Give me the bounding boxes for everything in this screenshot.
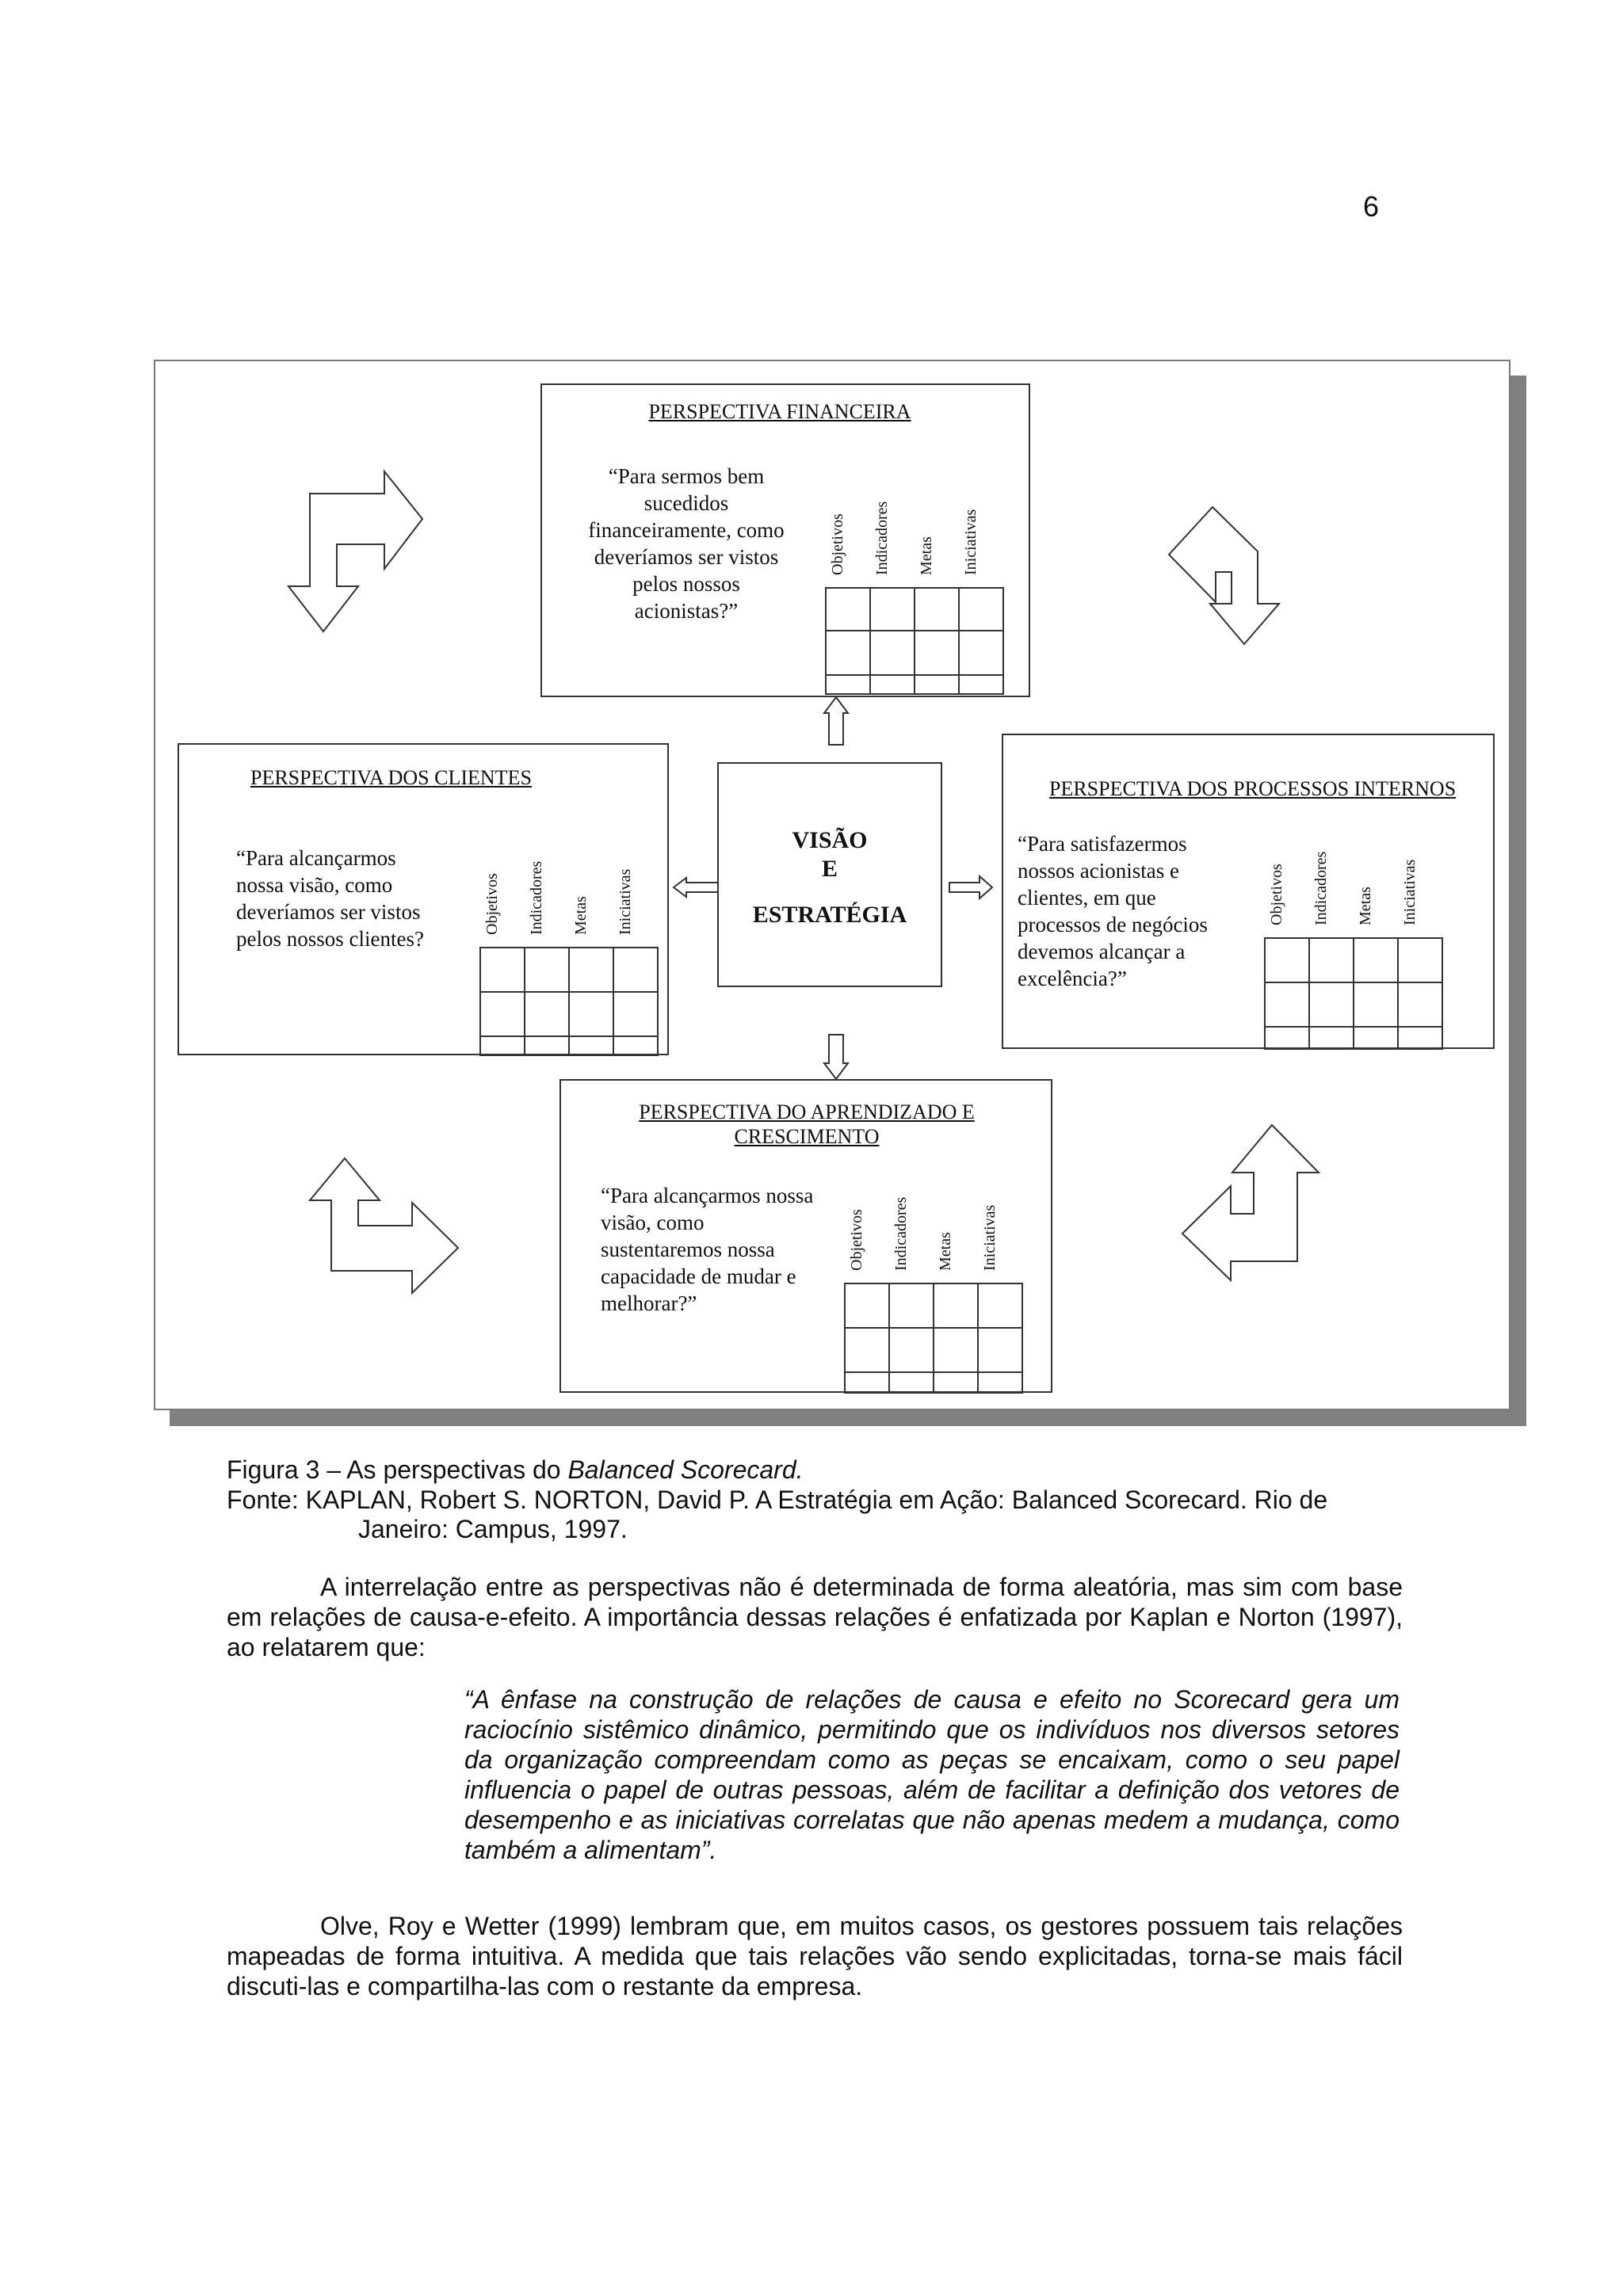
grid-header-metas: Metas [572, 896, 590, 935]
perspective-title: PERSPECTIVA FINANCEIRA [648, 400, 911, 423]
bent-arrow-top-left [288, 471, 422, 631]
block-quote: “A ênfase na construção de relações de causa e efeito no Scorecard gera um raciocínio sistêmico dinâmico, permitindo que os indivíduos nos diversos setores da organização compreendam como as peças se encaixam, como o seu papel influencia o papel de outras pessoas, além de facilitar a definição dos vetores de desempenho e as iniciativas correlatas que não apenas medem a mudança, como também a alimentam”. [464, 1685, 1400, 1864]
perspective-financeira [540, 383, 1030, 697]
perspective-question: “Para alcançarmos nossa visão, como deveríamos ser vistos pelos nossos clientes? [236, 846, 424, 951]
paragraph-1: A interrelação entre as perspectivas não é determinada de forma aleatória, mas sim com base em relações de causa-e-efeito. A importância dessas relações é enfatizada por Kaplan e Norton (1997), ao relatarem que: [227, 1573, 1403, 1661]
grid-header-metas: Metas [1357, 887, 1374, 925]
paragraph-2: Olve, Roy e Wetter (1999) lembram que, em muitos casos, os gestores possuem tais relações mapeadas de forma intuitiva. A medida que tais relações vão sendo explicitadas, torna-se mais fácil discuti-las e compartilha-las com o restante da empresa. [227, 1912, 1403, 2000]
grid-header-metas: Metas [918, 536, 935, 575]
caption-source-line-2: Janeiro: Campus, 1997. [358, 1515, 628, 1543]
center-line-2: E [821, 856, 838, 882]
caption-figure-title: Balanced Scorecard. [567, 1455, 804, 1484]
grid-header-objetivos: Objetivos [1268, 864, 1285, 925]
perspective-clientes [178, 743, 669, 1055]
figure-caption [227, 1455, 1463, 1515]
perspective-question: “Para alcançarmos nossa visão, como sustentaremos nossa capacidade de mudar e melhorar?” [601, 1184, 814, 1315]
grid-header-iniciativas: Iniciativas [1401, 859, 1419, 925]
grid-header-objetivos: Objetivos [483, 873, 501, 935]
measure-grid [824, 586, 1006, 697]
perspective-processos [1002, 734, 1495, 1049]
grid-header-objetivos: Objetivos [829, 513, 846, 575]
connector-arrow-down [824, 1035, 848, 1079]
perspective-title: PERSPECTIVA DOS PROCESSOS INTERNOS [1049, 777, 1457, 800]
center-line-1: VISÃO [792, 827, 868, 853]
connector-arrow-left [674, 878, 718, 897]
page-number: 6 [1363, 190, 1380, 223]
perspective-question: “Para satisfazermos nossos acionistas e clientes, em que processos de negócios devemos alcançar a excelência?” [1018, 832, 1208, 990]
grid-header-metas: Metas [937, 1232, 954, 1271]
bent-arrow-bottom-right [1182, 1125, 1319, 1280]
grid-header-objetivos: Objetivos [848, 1209, 865, 1271]
grid-header-iniciativas: Iniciativas [617, 868, 634, 935]
perspective-title: PERSPECTIVA DOS CLIENTES [250, 766, 532, 789]
grid-header-iniciativas: Iniciativas [962, 509, 980, 575]
caption-figure-label: Figura 3 – As perspectivas do [227, 1455, 568, 1484]
bent-arrow-bottom-left [310, 1158, 458, 1293]
caption-figure-line [227, 1455, 1463, 1485]
grid-header-indicadores: Indicadores [892, 1196, 910, 1271]
perspective-aprendizado [559, 1079, 1052, 1393]
center-line-3: ESTRATÉGIA [752, 902, 907, 928]
grid-header-indicadores: Indicadores [528, 860, 545, 935]
caption-source-line: Fonte: KAPLAN, Robert S. NORTON, David P. A Estratégia em Ação: Balanced Scorecard. Rio de [227, 1486, 1328, 1514]
perspective-title: PERSPECTIVA DO APRENDIZADO E CRESCIMENTO [639, 1100, 975, 1148]
perspective-question: “Para sermos bem sucedidos financeiramente, como deveríamos ser vistos pelos nossos acionistas?” [588, 464, 785, 623]
grid-header-iniciativas: Iniciativas [981, 1204, 999, 1271]
measure-grid [1263, 936, 1445, 1051]
grid-header-indicadores: Indicadores [1312, 851, 1330, 925]
bent-arrow-top-right [1169, 507, 1279, 644]
grid-header-indicadores: Indicadores [873, 501, 891, 575]
measure-grid [479, 946, 661, 1057]
connector-arrow-up [824, 697, 848, 745]
vision-strategy-box [717, 762, 942, 987]
measure-grid [843, 1282, 1025, 1394]
connector-arrow-right [949, 876, 992, 898]
